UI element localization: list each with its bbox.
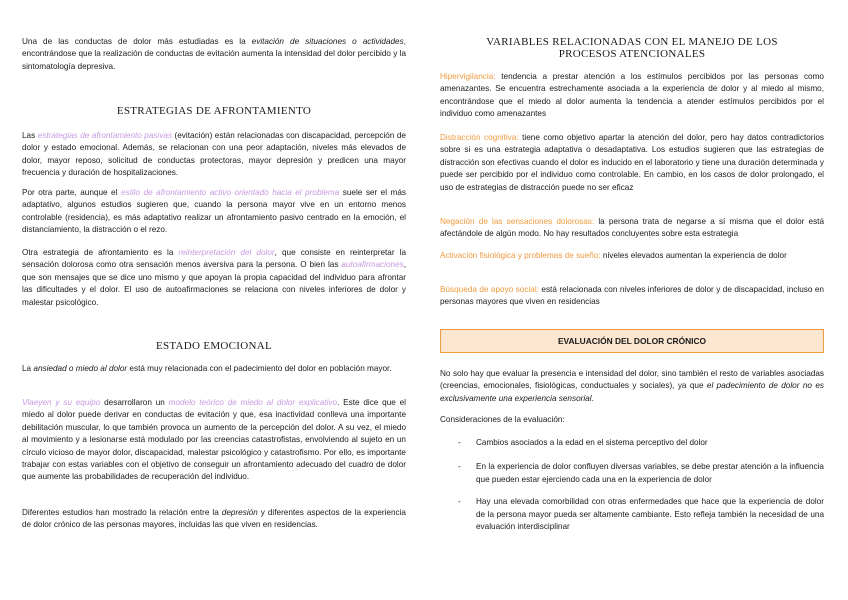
evaluation-paragraph: No solo hay que evaluar la presencia e intensidad del dolor, sino también el resto de variables asociadas (creencias, emocionales, fisiológicas, conductuales y sociales), ya que el padecimiento de dolor no es exclusivamente una experiencia sensorial. — [440, 369, 824, 403]
intro-paragraph: Una de las conductas de dolor más estudiadas es la evitación de situaciones o actividades, encontrándose que la realización de conductas de evitación aumenta la intensidad del dolor percibido y la sintomatología depresiva. — [22, 37, 406, 71]
emphasis-text: evitación de situaciones o actividades — [251, 37, 404, 46]
bullet-dash: - — [458, 438, 461, 447]
evaluation-section-box: EVALUACIÓN DEL DOLOR CRÓNICO — [440, 329, 824, 353]
considerations-heading: Consideraciones de la evaluación: — [440, 415, 565, 424]
section-title-strategies: ESTRATEGIAS DE AFRONTAMIENTO — [116, 105, 312, 117]
highlight-term: estilo de afrontamiento activo orientado hacia el problema — [120, 188, 340, 197]
highlight-term: estrategias de afrontamiento pasivas — [37, 131, 173, 140]
variable-negacion: Negación de las sensaciones dolorosas: la persona trata de negarse a sí misma que el dolor está afectándole de algún modo. No hay resultados concluyentes sobre esta estrategia — [440, 217, 824, 239]
emphasis-text: el padecimiento de dolor no es exclusivamente una experiencia sensorial — [440, 381, 824, 403]
bullet-dash: - — [458, 497, 461, 507]
emotional-paragraph-1: La ansiedad o miedo al dolor está muy relacionada con el padecimiento del dolor en población mayor. — [22, 364, 392, 373]
section-title-variables: VARIABLES RELACIONADAS CON EL MANEJO DE LOS PROCESOS ATENCIONALES — [486, 36, 778, 60]
highlight-term: reinterpretación del dolor — [178, 248, 275, 257]
emphasis-text: depresión — [221, 508, 258, 517]
variable-label: Búsqueda de apoyo social: — [440, 285, 539, 294]
list-item: - Hay una elevada comorbilidad con otras enfermedades que hace que la experiencia de dolor de la persona mayor pueda ser altamente cambiante. Esto refleja también la necesidad de una evaluación interdisciplinar — [458, 497, 824, 532]
bullet-dash: - — [458, 462, 461, 472]
variable-label: Hipervigilancia: — [440, 72, 496, 81]
considerations-list — [440, 437, 824, 533]
variable-hipervigilancia: Hipervigilancia: tendencia a prestar atención a los estímulos percibidos por las personas como amenazantes. Se encuentra estrechamente asociada a la experiencia de dolor y al miedo al mismo, encontrándose que el miedo al dolor aumenta la tendencia a atender estímulos percibidos por el individuo como amenazantes — [440, 72, 824, 119]
variable-activacion: Activación fisiológica y problemas de sueño: niveles elevados aumentan la experiencia de dolor — [440, 251, 787, 260]
section-title-emotional: ESTADO EMOCIONAL — [155, 340, 273, 352]
emotional-paragraph-3: Diferentes estudios han mostrado la relación entre la depresión y diferentes aspectos de la experiencia de dolor crónico de las personas mayores, incluidas las que viven en residencias. — [22, 508, 406, 530]
strategies-paragraph-3: Otra estrategia de afrontamiento es la reinterpretación del dolor, que consiste en reinterpretar la sensación dolorosa como otra sensación menos aversiva para la persona. O bien las autoafirmaciones, que son mensajes que se dice uno mismo y que apoyan la propia capacidad del individuo para afrontar las dificultades y el dolor. El uso de autoafirmaciones se relaciona con niveles inferiores de dolor y malestar psicológico. — [22, 248, 406, 307]
strategies-paragraph-1: Las estrategias de afrontamiento pasivas (evitación) están relacionadas con discapacidad, percepción de dolor y estado emocional. Además, se relacionan con una peor adaptación, niveles más elevados de dolor, mayor reposo, solicitud de conductas protectoras, mayor depresión y predicen una mayor frecuencia y duración de hospitalizaciones. — [22, 131, 406, 178]
emotional-paragraph-2: Vlaeyen y su equipo desarrollaron un modelo teórico de miedo al dolor explicativo. Este dice que el miedo al dolor puede derivar en conductas de evitación y que, esa inactividad conlleva una importante debilitación muscular, lo que también provoca un aumento de la percepción del dolor. A su vez, el miedo al movimiento y a lesionarse está modulado por las creencias catastrofistas, envolviendo al sujeto en un círculo vicioso de mayor dolor, discapacidad, malestar psicológico y catastrofismo. Por ello, es importante trabajar con estas variables con el objetivo de conseguir un afrontamiento adecuado del cuadro de dolor que aumente las probabilidades de recuperación del individuo. — [22, 398, 406, 482]
variable-apoyo-social: Búsqueda de apoyo social: está relacionada con niveles inferiores de dolor y de discapacidad, incluso en personas mayores que viven en residencias — [440, 285, 824, 307]
variable-label: Negación de las sensaciones dolorosas: — [440, 217, 595, 226]
variable-label: Distracción cognitiva: — [440, 133, 519, 142]
highlight-author: Vlaeyen y su equipo — [22, 398, 101, 407]
variable-label: Activación fisiológica y problemas de sueño: — [440, 251, 601, 260]
strategies-paragraph-2: Por otra parte, aunque el estilo de afrontamiento activo orientado hacia el problema suele ser el más adaptativo, algunos estudios sugieren que, cuando la persona mayor vive en un entorno menos controlable (residencia), es más adaptativo realizar un afrontamiento pasivo centrado en la emoción, el distanciamiento, la distracción o el rezo. — [22, 188, 407, 235]
list-item: - Cambios asociados a la edad en el sistema perceptivo del dolor — [440, 437, 824, 449]
variable-distraccion: Distracción cognitiva: tiene como objetivo apartar la atención del dolor, pero hay datos contradictorios sobre si es una estrategia adaptativa o desadaptativa. Los estudios sugieren que las estrategias de distracción son efectivas cuando el dolor es inducido en el laboratorio y tiene una duración determinada y puede ser percibido por el individuo como controlable. En cambio, en los casos de dolor prolongado, el uso de estrategias de distracción puede no ser eficaz — [440, 133, 824, 192]
list-item: - En la experiencia de dolor confluyen diversas variables, se debe prestar atención a la influencia que pueden estar ejerciendo cada una en la experiencia de dolor — [458, 462, 824, 484]
highlight-term: autoafirmaciones — [341, 260, 404, 270]
highlight-term: modelo teórico de miedo al dolor explicativo — [168, 398, 338, 407]
emphasis-text: ansiedad o miedo al dolor — [33, 364, 128, 373]
